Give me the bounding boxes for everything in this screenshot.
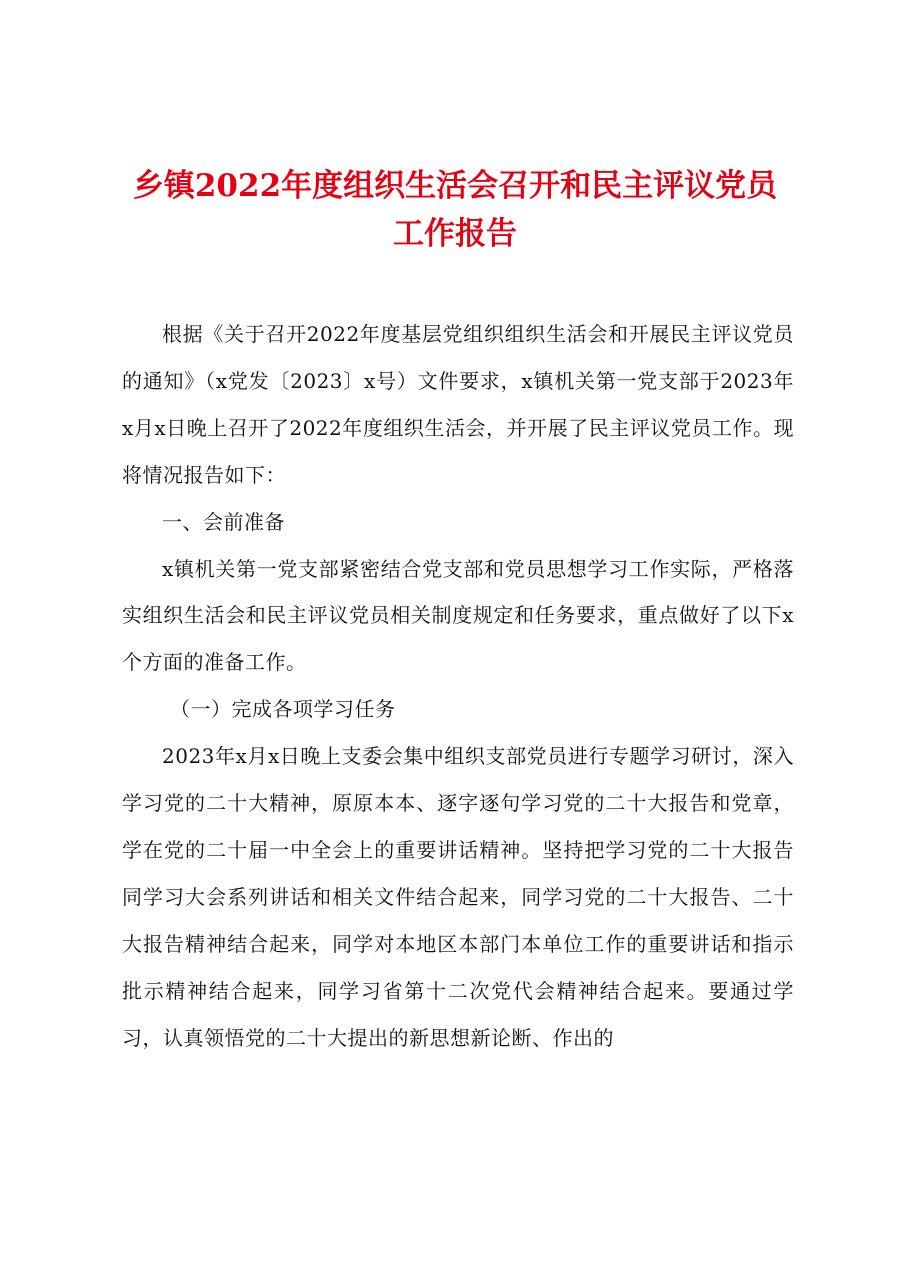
section-heading-preparation: 一、会前准备 bbox=[162, 509, 285, 534]
subsection-heading-study: （一）完成各项学习任务 bbox=[170, 697, 396, 722]
document-title: 乡镇2022年度组织生活会召开和民主评议党员工作报告 bbox=[132, 168, 778, 252]
subsection-paragraph-study: 2023年x月x日晚上支委会集中组织支部党员进行专题学习研讨，深入学习党的二十大精神，原原本本、逐字逐句学习党的二十大报告和党章，学在党的二十届一中全会上的重要讲话精神。坚持把学习党的二十大报告同学习大会系列讲话和相关文件结合起来，同学习党的二十大报告、二十大报告精神结合起来，同学对本地区本部门本单位工作的重要讲话和指示批示精神结合起来，同学习省第十二次党代会精神结合起来。要通过学习，认真领悟党的二十大提出的新思想新论断、作出的 bbox=[122, 744, 794, 1050]
intro-paragraph: 根据《关于召开2022年度基层党组织组织生活会和开展民主评议党员的通知》（x党发〔2023〕x号）文件要求，x镇机关第一党支部于2023年x月x日晚上召开了2022年度组织生活会，并开展了民主评议党员工作。现将情况报告如下： bbox=[122, 322, 794, 487]
section-paragraph-preparation: x镇机关第一党支部紧密结合党支部和党员思想学习工作实际，严格落实组织生活会和民主评议党员相关制度规定和任务要求，重点做好了以下x个方面的准备工作。 bbox=[122, 556, 794, 675]
document-body bbox=[122, 311, 794, 1062]
